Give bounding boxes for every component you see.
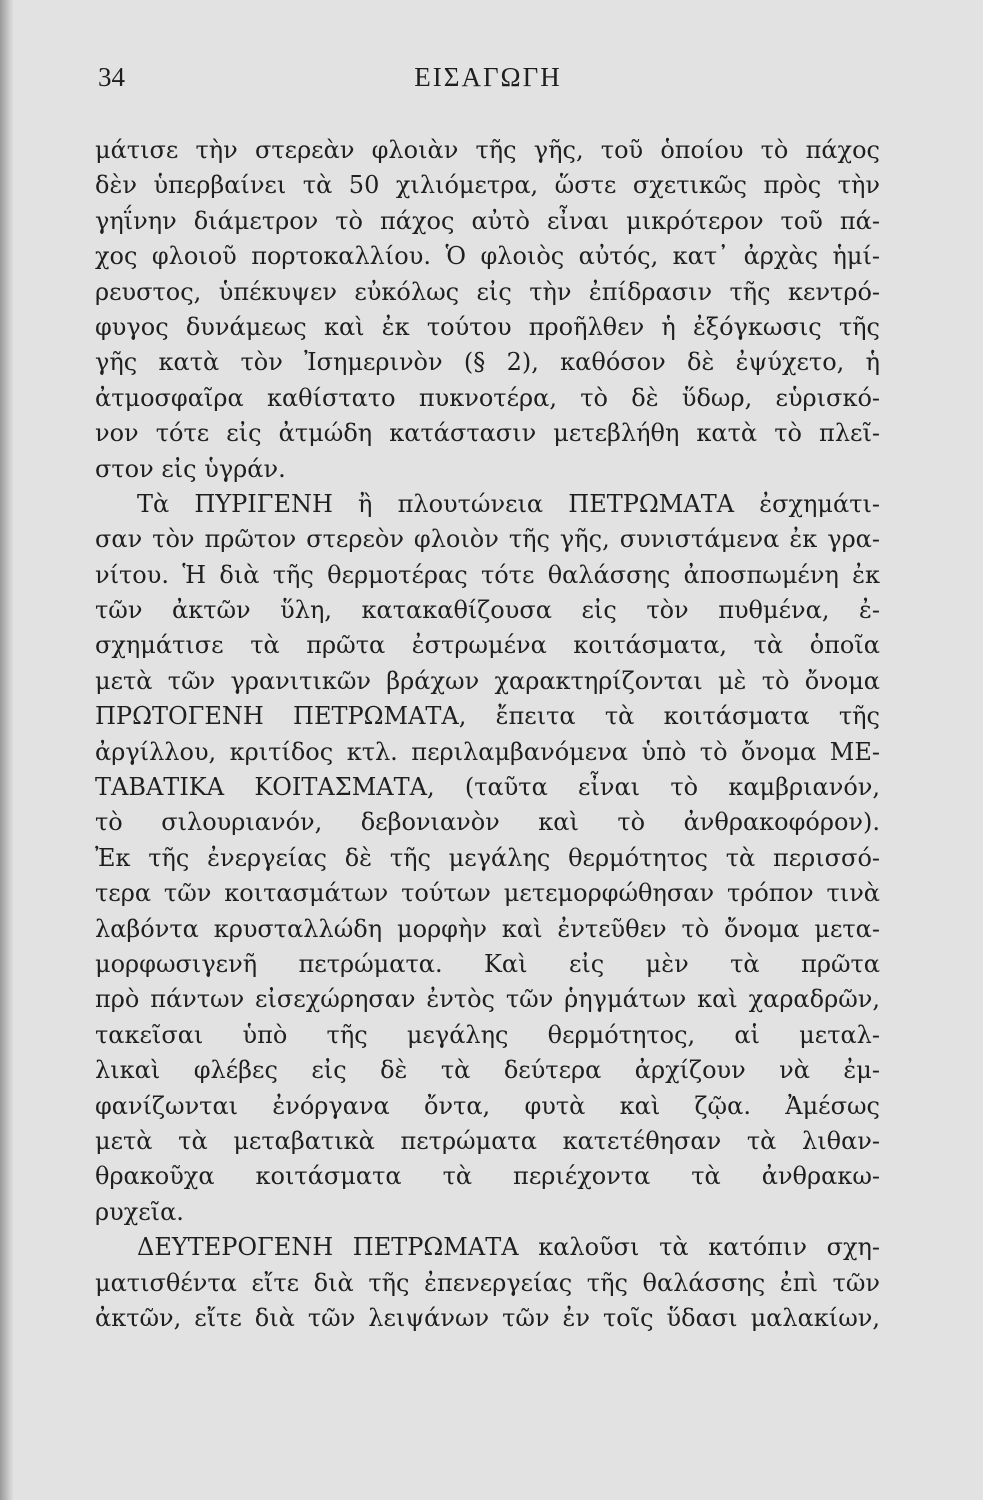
text-line: γηΐνην διάμετρον τὸ πάχος αὐτὸ εἶναι μικρότερον τοῦ πά- bbox=[95, 206, 880, 235]
text-line: πρὸ πάντων εἰσεχώρησαν ἐντὸς τῶν ῥηγμάτων καὶ χαραδρῶν, bbox=[95, 985, 880, 1014]
text-line: ΤΑΒΑΤΙΚΑ ΚΟΙΤΑΣΜΑΤΑ, (ταῦτα εἶναι τὸ καμβριανόν, bbox=[95, 773, 880, 802]
page-number: 34 bbox=[98, 62, 125, 92]
text-line: ματισθέντα εἴτε διὰ τῆς ἐπενεργείας τῆς θαλάσσης ἐπὶ τῶν bbox=[95, 1268, 880, 1297]
text-line: τῶν ἀκτῶν ὕλη, κατακαθίζουσα εἰς τὸν πυθμένα, ἐ- bbox=[95, 596, 880, 625]
running-head: ΕΙΣΑΓΩΓΗ bbox=[414, 62, 562, 92]
text-line: μορφωσιγενῆ πετρώματα. Καὶ εἰς μὲν τὰ πρῶτα bbox=[95, 949, 880, 978]
text-line: θρακοῦχα κοιτάσματα τὰ περιέχοντα τὰ ἀνθρακω- bbox=[95, 1162, 880, 1191]
text-line: στον εἰς ὑγράν. bbox=[95, 454, 286, 483]
text-line: ἀργίλλου, κριτίδος κτλ. περιλαμβανόμενα ὑπὸ τὸ ὄνομα ΜΕ- bbox=[95, 737, 880, 766]
text-line: φανίζωνται ἐνόργανα ὄντα, φυτὰ καὶ ζῷα. Ἀμέσως bbox=[95, 1091, 880, 1120]
text-line: τακεῖσαι ὑπὸ τῆς μεγάλης θερμότητος, αἱ μεταλ- bbox=[95, 1020, 880, 1049]
text-line: ρευστος, ὑπέκυψεν εὐκόλως εἰς τὴν ἐπίδρασιν τῆς κεντρό- bbox=[95, 277, 880, 306]
text-line: ΔΕΥΤΕΡΟΓΕΝΗ ΠΕΤΡΩΜΑΤΑ καλοῦσι τὰ κατόπιν σχη- bbox=[137, 1233, 880, 1262]
page-edge-shadow bbox=[0, 0, 14, 1500]
text-line: τὸ σιλουριανόν, δεβονιανὸν καὶ τὸ ἀνθρακοφόρον). bbox=[95, 808, 880, 837]
text-line: μάτισε τὴν στερεὰν φλοιὰν τῆς γῆς, τοῦ ὁποίου τὸ πάχος bbox=[95, 136, 880, 164]
text-line: σαν τὸν πρῶτον στερεὸν φλοιὸν τῆς γῆς, συνιστάμενα ἐκ γρα- bbox=[95, 525, 880, 554]
text-line: χος φλοιοῦ πορτοκαλλίου. Ὁ φλοιὸς αὐτός, κατ᾽ ἀρχὰς ἡμί- bbox=[95, 242, 880, 271]
text-line: μετὰ τὰ μεταβατικὰ πετρώματα κατετέθησαν τὰ λιθαν- bbox=[95, 1126, 880, 1155]
text-line: Τὰ ΠΥΡΙΓΕΝΗ ἢ πλουτώνεια ΠΕΤΡΩΜΑΤΑ ἐσχημάτι- bbox=[137, 489, 880, 518]
text-line: ἀτμοσφαῖρα καθίστατο πυκνοτέρα, τὸ δὲ ὕδωρ, εὑρισκό- bbox=[95, 383, 880, 412]
body-text bbox=[95, 133, 880, 1336]
text-line: ἀκτῶν, εἴτε διὰ τῶν λειψάνων τῶν ἐν τοῖς ὕδασι μαλακίων, bbox=[95, 1303, 880, 1332]
text-line: γῆς κατὰ τὸν Ἰσημερινὸν (§ 2), καθόσον δὲ ἐψύχετο, ἡ bbox=[95, 348, 880, 377]
text-line: ρυχεῖα. bbox=[95, 1197, 184, 1226]
text-line: λαβόντα κρυσταλλώδη μορφὴν καὶ ἐντεῦθεν τὸ ὄνομα μετα- bbox=[95, 914, 880, 943]
text-line: νον τότε εἰς ἀτμώδη κατάστασιν μετεβλήθη κατὰ τὸ πλεῖ- bbox=[95, 419, 880, 448]
text-line: τερα τῶν κοιτασμάτων τούτων μετεμορφώθησαν τρόπον τινὰ bbox=[95, 879, 880, 908]
text-line: φυγος δυνάμεως καὶ ἐκ τούτου προῆλθεν ἡ ἐξόγκωσις τῆς bbox=[95, 312, 880, 341]
text-line: ΠΡΩΤΟΓΕΝΗ ΠΕΤΡΩΜΑΤΑ, ἔπειτα τὰ κοιτάσματα τῆς bbox=[95, 702, 880, 731]
text-line: Ἐκ τῆς ἐνεργείας δὲ τῆς μεγάλης θερμότητος τὰ περισσό- bbox=[95, 843, 880, 872]
text-line: λικαὶ φλέβες εἰς δὲ τὰ δεύτερα ἀρχίζουν νὰ ἐμ- bbox=[95, 1056, 880, 1085]
text-line: δὲν ὑπερβαίνει τὰ 50 χιλιόμετρα, ὥστε σχετικῶς πρὸς τὴν bbox=[95, 171, 880, 200]
text-line: σχημάτισε τὰ πρῶτα ἐστρωμένα κοιτάσματα, τὰ ὁποῖα bbox=[95, 631, 880, 660]
text-line: μετὰ τῶν γρανιτικῶν βράχων χαρακτηρίζονται μὲ τὸ ὄνομα bbox=[95, 666, 880, 695]
page-header bbox=[98, 62, 878, 102]
text-line: νίτου. Ἡ διὰ τῆς θερμοτέρας τότε θαλάσσης ἀποσπωμένη ἐκ bbox=[95, 560, 880, 589]
